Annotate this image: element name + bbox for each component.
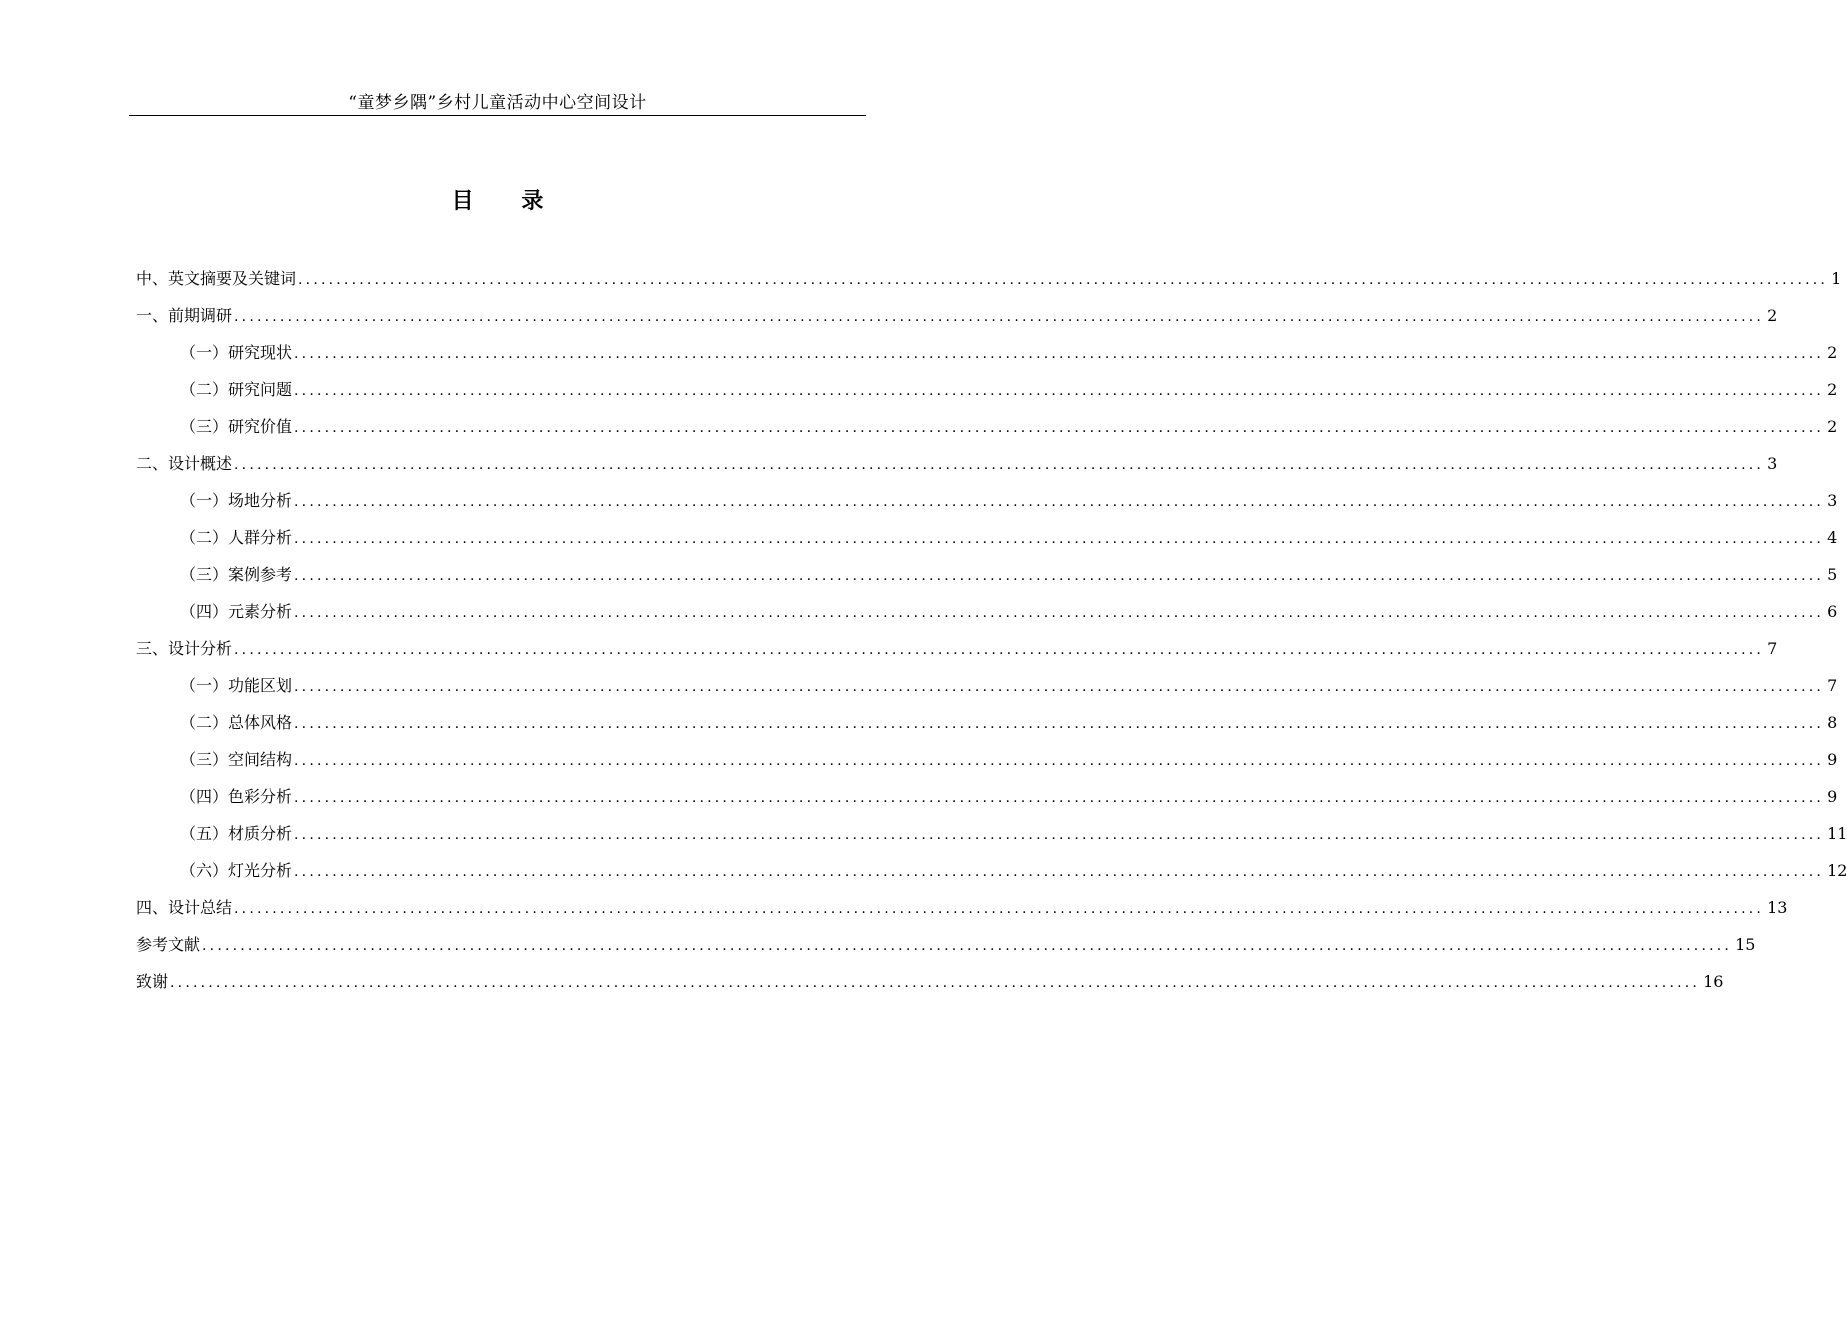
toc-dot-leader: ........................................................................................................................................................................................................ <box>170 975 1701 991</box>
toc-entry-label: （一）研究现状 <box>180 343 293 362</box>
toc-dot-leader: ........................................................................................................................................................................................................ <box>298 272 1829 288</box>
toc-entry-label: （二）研究问题 <box>180 380 293 399</box>
toc-entry[interactable] <box>136 447 1778 484</box>
toc-entry-page-number: 6 <box>1827 602 1838 621</box>
toc-entry-label: 致谢 <box>136 972 169 991</box>
toc-entry-page-number: 9 <box>1827 787 1838 806</box>
toc-entry[interactable] <box>136 262 1842 299</box>
toc-entry-label: 四、设计总结 <box>136 898 233 917</box>
toc-entry-label: （六）灯光分析 <box>180 861 293 880</box>
toc-entry-label: （四）色彩分析 <box>180 787 293 806</box>
header-rule <box>129 115 866 116</box>
toc-entry-label: （一）场地分析 <box>180 491 293 510</box>
toc-dot-leader: ........................................................................................................................................................................................................ <box>294 827 1825 843</box>
toc-entry[interactable] <box>136 854 1847 891</box>
toc-entry-label: 参考文献 <box>136 935 201 954</box>
toc-entry[interactable] <box>136 669 1838 706</box>
toc-entry-page-number: 13 <box>1767 898 1788 917</box>
toc-dot-leader: ........................................................................................................................................................................................................ <box>234 309 1765 325</box>
toc-entry[interactable] <box>136 410 1838 447</box>
toc-entry-label: （二）总体风格 <box>180 713 293 732</box>
toc-entry-label: （五）材质分析 <box>180 824 293 843</box>
toc-dot-leader: ........................................................................................................................................................................................................ <box>294 420 1825 436</box>
toc-entry-label: （三）研究价值 <box>180 417 293 436</box>
toc-entry-page-number: 11 <box>1827 824 1847 843</box>
toc-dot-leader: ........................................................................................................................................................................................................ <box>294 716 1825 732</box>
toc-entry-page-number: 2 <box>1827 343 1838 362</box>
toc-entry-page-number: 2 <box>1827 417 1838 436</box>
toc-entry-page-number: 12 <box>1827 861 1847 880</box>
toc-entry-page-number: 7 <box>1827 676 1838 695</box>
toc-entry-page-number: 2 <box>1767 306 1778 325</box>
toc-entry-page-number: 8 <box>1827 713 1838 732</box>
toc-entry[interactable] <box>136 743 1838 780</box>
toc-entry[interactable] <box>136 891 1788 928</box>
toc-entry-page-number: 3 <box>1767 454 1778 473</box>
toc-entry-label: （四）元素分析 <box>180 602 293 621</box>
toc-entry-label: （三）案例参考 <box>180 565 293 584</box>
toc-entry[interactable] <box>136 373 1838 410</box>
toc-entry[interactable] <box>136 336 1838 373</box>
toc-dot-leader: ........................................................................................................................................................................................................ <box>202 938 1733 954</box>
toc-entry-page-number: 16 <box>1703 972 1724 991</box>
toc-entry[interactable] <box>136 558 1838 595</box>
toc-entry-label: 二、设计概述 <box>136 454 233 473</box>
toc-entry[interactable] <box>136 299 1778 336</box>
toc-dot-leader: ........................................................................................................................................................................................................ <box>294 531 1825 547</box>
toc-entry-page-number: 9 <box>1827 750 1838 769</box>
toc-entry-label: （一）功能区划 <box>180 676 293 695</box>
toc-entry-page-number: 3 <box>1827 491 1838 510</box>
toc-entry[interactable] <box>136 817 1847 854</box>
toc-dot-leader: ........................................................................................................................................................................................................ <box>294 864 1825 880</box>
toc-entry-page-number: 15 <box>1735 935 1756 954</box>
table-of-contents <box>136 262 1847 1002</box>
toc-entry[interactable] <box>136 521 1838 558</box>
toc-dot-leader: ........................................................................................................................................................................................................ <box>294 679 1825 695</box>
toc-dot-leader: ........................................................................................................................................................................................................ <box>294 568 1825 584</box>
toc-entry[interactable] <box>136 780 1838 817</box>
toc-entry[interactable] <box>136 706 1838 743</box>
toc-entry[interactable] <box>136 928 1756 965</box>
toc-entry-page-number: 7 <box>1767 639 1778 658</box>
toc-entry-label: 一、前期调研 <box>136 306 233 325</box>
toc-entry-page-number: 5 <box>1827 565 1838 584</box>
toc-entry-page-number: 4 <box>1827 528 1838 547</box>
toc-dot-leader: ........................................................................................................................................................................................................ <box>234 457 1765 473</box>
toc-entry[interactable] <box>136 965 1724 1002</box>
toc-entry-label: （二）人群分析 <box>180 528 293 547</box>
toc-dot-leader: ........................................................................................................................................................................................................ <box>234 642 1765 658</box>
toc-entry[interactable] <box>136 595 1838 632</box>
toc-entry-page-number: 2 <box>1827 380 1838 399</box>
toc-dot-leader: ........................................................................................................................................................................................................ <box>294 753 1825 769</box>
toc-title: 目 录 <box>451 188 564 214</box>
running-header: “童梦乡隅”乡村儿童活动中心空间设计 <box>348 93 647 113</box>
toc-dot-leader: ........................................................................................................................................................................................................ <box>294 494 1825 510</box>
toc-dot-leader: ........................................................................................................................................................................................................ <box>294 346 1825 362</box>
toc-dot-leader: ........................................................................................................................................................................................................ <box>294 383 1825 399</box>
toc-entry[interactable] <box>136 484 1838 521</box>
toc-entry[interactable] <box>136 632 1778 669</box>
toc-dot-leader: ........................................................................................................................................................................................................ <box>294 790 1825 806</box>
toc-entry-label: （三）空间结构 <box>180 750 293 769</box>
toc-entry-page-number: 1 <box>1831 269 1842 288</box>
toc-dot-leader: ........................................................................................................................................................................................................ <box>234 901 1765 917</box>
toc-entry-label: 三、设计分析 <box>136 639 233 658</box>
toc-entry-label: 中、英文摘要及关键词 <box>136 269 297 288</box>
toc-dot-leader: ........................................................................................................................................................................................................ <box>294 605 1825 621</box>
